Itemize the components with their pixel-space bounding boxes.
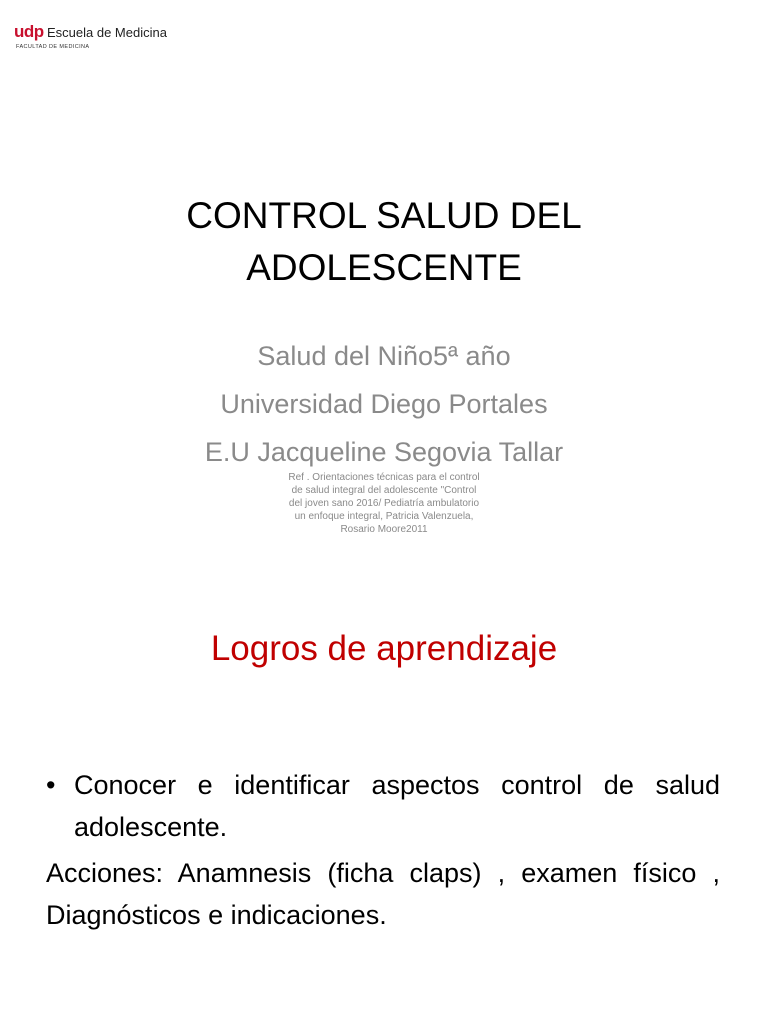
title-line-1: CONTROL SALUD DEL [186, 195, 582, 236]
bullet-text: Conocer e identificar aspectos control de salud adolescente. [74, 770, 720, 842]
page-title [0, 190, 768, 294]
reference-line: del joven sano 2016/ Pediatría ambulatorio [288, 498, 480, 509]
school-name: Escuela de Medicina [47, 25, 167, 40]
author-name: E.U Jacqueline Segovia Tallar [204, 437, 564, 467]
reference-line: de salud integral del adolescente "Control [291, 485, 477, 496]
udp-logo-mark: udp [14, 22, 44, 41]
reference-line: un enfoque integral, Patricia Valenzuela, [294, 511, 474, 522]
bullet-icon: • [46, 770, 56, 800]
reference-note [234, 471, 534, 536]
actions-paragraph: Acciones: Anamnesis (ficha claps) , examen físico , Diagnósticos e indicaciones. [46, 858, 720, 930]
reference-line: Ref . Orientaciones técnicas para el control [288, 472, 480, 483]
course-name: Salud del Niño5ª año [257, 341, 511, 371]
list-item [46, 764, 720, 848]
section-heading: Logros de aprendizaje [210, 629, 558, 668]
subtitle-block [0, 332, 768, 476]
udp-logo [14, 22, 184, 56]
university-name: Universidad Diego Portales [220, 389, 548, 419]
learning-content [46, 764, 720, 936]
title-line-2: ADOLESCENTE [246, 247, 522, 288]
faculty-name: FACULTAD DE MEDICINA [16, 44, 90, 50]
reference-line: Rosario Moore2011 [340, 524, 428, 535]
